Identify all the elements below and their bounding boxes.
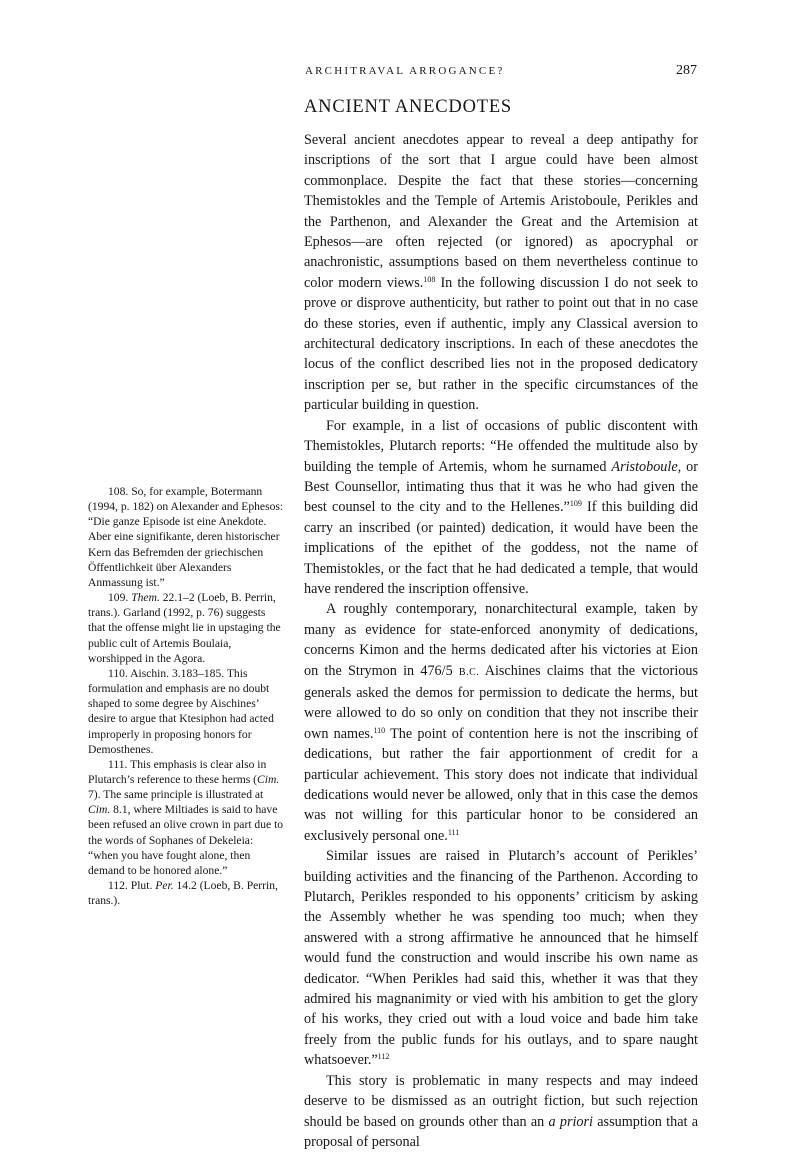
main-text [304,130,698,1152]
footnote-ref-109: 109 [569,499,582,509]
footnote-108: 108. So, for example, Botermann (1994, p. 182) on Alexander and Ephesos: “Die ganze Episode ist eine Anekdote. Aber eine signifikante, deren historischer Kern das Befremden der griechischen Öffentlichkeit über Alexanders Anmassung ist.” [88,485,284,589]
footnote-109: 109. Them. 22.1–2 (Loeb, B. Perrin, trans.). Garland (1992, p. 76) suggests that the offense might lie in upstaging the public cult of Artemis Boulaia, worshipped in the Agora. [88,591,281,665]
footnote-ref-111: 111 [447,827,460,837]
page-number: 287 [676,63,697,78]
footnote-ref-108: 108 [423,274,436,284]
footnote-ref-110: 110 [373,725,386,735]
paragraph-2: For example, in a list of occasions of public discontent with Themistokles, Plutarch reports: “He offended the multitude also by building the temple of Artemis, whom he surnamed Aristoboule, or Best Counsellor, intimating thus that it was he who had given the best counsel to the city and to the Hellenes.”$^{109}$ If this building did carry an inscribed (or painted) dedication, it would have been the implications of the epithet of the goddess, not the name of Themistokles, or the fact that he had dedicated a temple, that would have rendered the inscription offensive. [304,417,699,597]
footnote-112: 112. Plut. Per. 14.2 (Loeb, B. Perrin, trans.). [88,879,278,908]
footnote-111: 111. This emphasis is clear also in Plutarch’s reference to these herms (Cim. 7). The same principle is illustrated at Cim. 8.1, where Miltiades is said to have been refused an olive crown in part due to the words of Sophanes of Dekeleia: “when you have fought alone, then demand to be honored alone.” [88,757,284,877]
footnote-110: 110. Aischin. 3.183–185. This formulation and emphasis are no doubt shaped to some degree by Aischines’ desire to argue that Ktesiphon had acted improperly in proposing honors for Demosthenes. [88,666,274,756]
running-head [305,64,697,82]
paragraph-5: This story is problematic in many respects and may indeed deserve to be dismissed as an outright fiction, but such rejection should be based on grounds other than an a priori assumption that a proposal of personal [304,1072,698,1150]
section-title: ANCIENT ANECDOTES [304,97,513,117]
paragraph-1: Several ancient anecdotes appear to reveal a deep antipathy for inscriptions of the sort that I argue could have been almost commonplace. Despite the fact that these stories—concerning Themistokles and the Temple of Artemis Aristoboule, Perikles and the Parthenon, and Alexander the Great and the Artemision at Ephesos—are often rejected (or ignored) as apocryphal or anachronistic, assumptions based on them nevertheless continue to color modern views.$^{108}$ In the following discussion I do not seek to prove or disprove authenticity, but rather to point out that in no case do these stories, even if authentic, imply any Classical aversion to architectural dedicatory inscriptions. In each of these anecdotes the locus of the conflict described lies not in the proposed dedicatory inscription per se, but rather in the specific circumstances of the particular building in question. [304,132,698,414]
footnote-ref-112: 112 [377,1052,390,1062]
running-title: ARCHITRAVAL ARROGANCE? [305,65,505,77]
paragraph-3: A roughly contemporary, nonarchitectural example, taken by many as evidence for state-enforced anonymity of dedications, concerns Kimon and the herms dedicated after his victories at Eion on the Strymon in 476/5 B.C. Aischines claims that the victorious generals asked the demos for permission to dedicate the herms, but were allowed to do so only on condition that they not inscribe their own names.$^{110}$ The point of contention here is not the inscribing of dedications, but rather the fair apportionment of credit for a particular achievement. This story does not indicate that individual dedications would never be allowed, only that in this case the demos was not willing for this particular honor to be considered an exclusively personal one.$^{111}$ [304,601,698,844]
paragraph-4: Similar issues are raised in Plutarch’s account of Perikles’ building activities and the financing of the Parthenon. According to Plutarch, Perikles responded to his opponents’ criticism by asking the Assembly whether he was spending too much; when they answered with a strong affirmative he announced that he himself would fund the construction and would inscribe his own name as dedicator. “When Perikles had said this, whether it was that they admired his magnanimity or vied with his ambition to get the glory of his works, they cried out with a loud voice and bade him take freely from the public funds for his outlays, and to spare naught whatsoever.”$^{112}$ [304,848,698,1069]
footnotes [88,484,284,908]
